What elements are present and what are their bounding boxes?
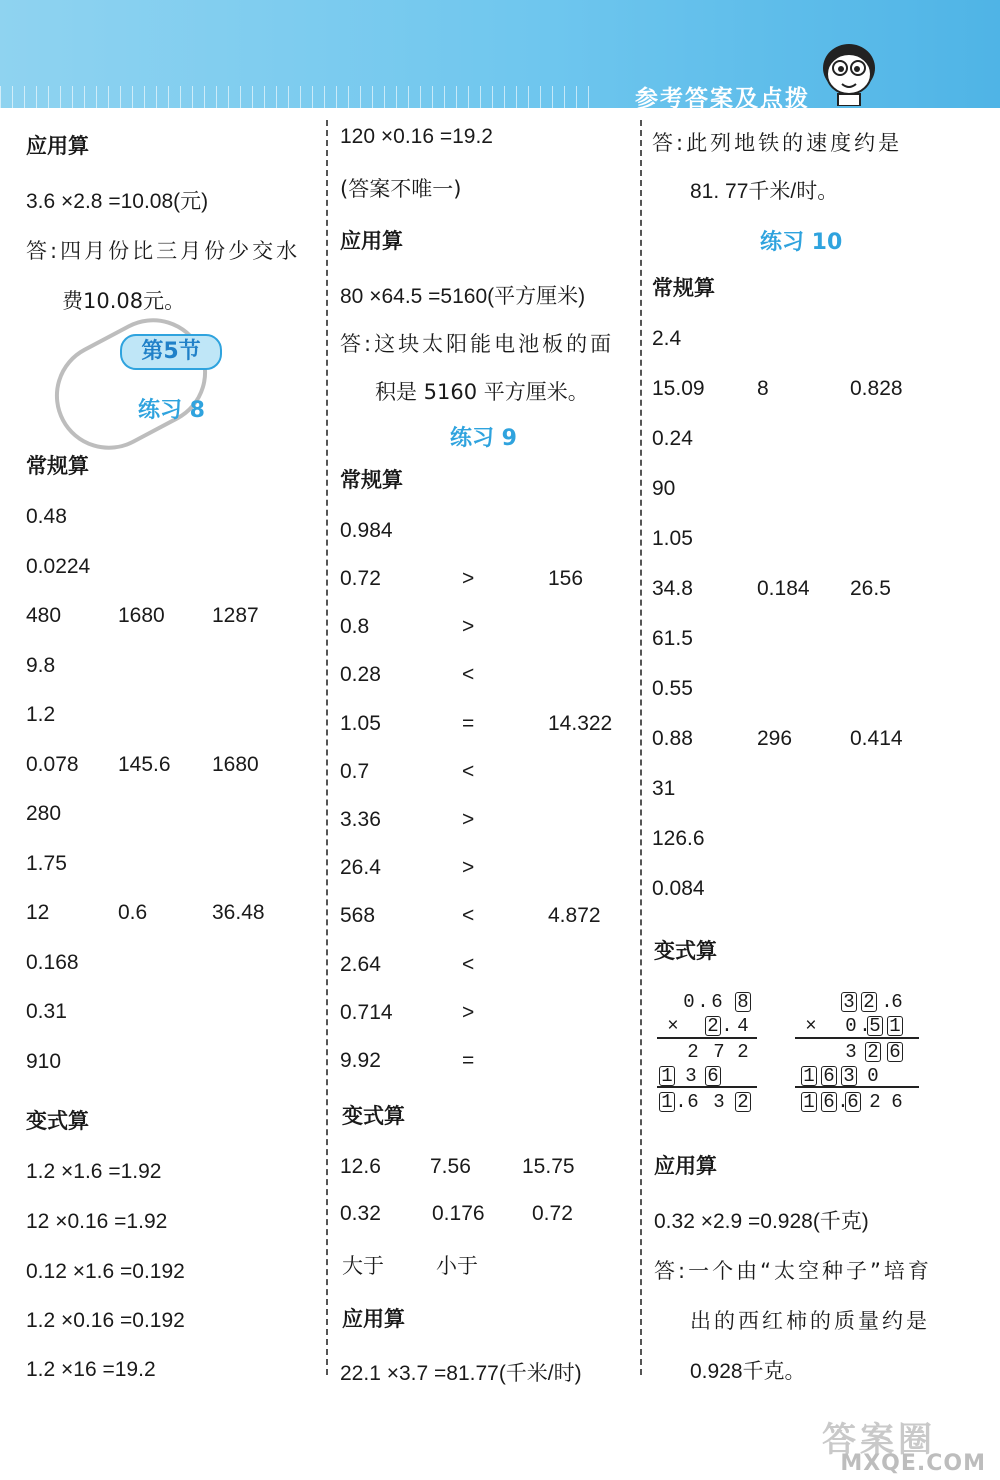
calc-digit: 2 <box>869 1091 881 1113</box>
answer-value: 9.92 <box>340 1049 381 1072</box>
answer-value: 1.2 <box>26 703 56 726</box>
answer-line: 答:四月份比三月份少交水 <box>26 239 301 263</box>
boxed-digit: 1 <box>887 1016 903 1036</box>
answer-value: 7.56 <box>430 1155 471 1178</box>
answer-value: 15.75 <box>522 1155 575 1178</box>
vertical-multiplication <box>655 990 765 1115</box>
answer-value: 3.36 <box>340 808 381 831</box>
answer-value: 34.8 <box>652 577 693 600</box>
vertical-multiplication <box>795 990 925 1115</box>
answer-value: 8 <box>757 377 769 400</box>
answer-line: 出的西红柿的质量约是 <box>690 1309 930 1333</box>
answer-value: 36.48 <box>212 901 265 924</box>
answer-value: 1.75 <box>26 851 67 875</box>
heading-application: 应用算 <box>342 1307 405 1331</box>
answer-value: 0.414 <box>850 727 903 750</box>
exercise-title: 练习 10 <box>760 230 843 255</box>
answer-value: 0.078 <box>26 752 79 776</box>
answer-line: 答:此列地铁的速度约是 <box>652 131 903 155</box>
answer-value: 0.176 <box>432 1202 485 1225</box>
comparison-sign: < <box>462 904 475 928</box>
answer-value: 280 <box>26 802 62 825</box>
answer-value: 0.984 <box>340 519 393 542</box>
answer-value: 0.28 <box>340 663 381 687</box>
boxed-digit: 2 <box>865 1042 881 1062</box>
comparison-sign: = <box>462 711 475 735</box>
boxed-digit: 2 <box>705 1016 721 1036</box>
heading-application: 应用算 <box>654 1154 717 1178</box>
ruler-decoration <box>0 86 600 108</box>
answer-value: 0.168 <box>26 950 79 974</box>
calc-digit: 6 <box>891 991 903 1013</box>
answer-value: 156 <box>548 567 584 590</box>
answer-line: 答:一个由“太空种子”培育 <box>654 1259 932 1283</box>
answer-value: 12.6 <box>340 1155 381 1178</box>
answer-line: 答:这块太阳能电池板的面 <box>340 332 615 356</box>
answer-value: 296 <box>757 727 793 750</box>
watermark-logo: 答案圈 <box>822 1420 936 1460</box>
boxed-digit: 6 <box>705 1066 721 1086</box>
answer-value: 0.184 <box>757 577 810 600</box>
heading-application: 应用算 <box>340 229 403 253</box>
boxed-digit: 5 <box>867 1016 883 1036</box>
answer-value: 0.24 <box>652 427 693 450</box>
heading-routine: 常规算 <box>26 454 89 478</box>
calc-digit: 6 <box>891 1091 903 1113</box>
boxed-digit: 3 <box>841 992 857 1012</box>
calc-digit: 6 <box>711 991 723 1013</box>
boxed-digit: 3 <box>841 1066 857 1086</box>
boxed-digit: 2 <box>861 992 877 1012</box>
calc-digit: 0 <box>683 991 695 1013</box>
boxed-digit: 6 <box>821 1066 837 1086</box>
calc-digit: 0 <box>845 1015 857 1037</box>
equation: 0.12 ×1.6 =0.192 <box>26 1260 185 1283</box>
answer-value: 0.88 <box>652 727 693 750</box>
answer-value: 0.714 <box>340 1000 393 1024</box>
equation: 3.6 ×2.8 =10.08(元) <box>26 190 209 213</box>
answer-value: 4.872 <box>548 904 601 928</box>
boxed-digit: 6 <box>845 1092 861 1112</box>
answer-value: 31 <box>652 777 676 800</box>
answer-value: 126.6 <box>652 827 705 850</box>
equation: 1.2 ×16 =19.2 <box>26 1358 156 1381</box>
answer-value: 480 <box>26 604 62 627</box>
boxed-digit: 2 <box>735 1092 751 1112</box>
column-divider <box>326 120 328 1375</box>
calc-digit: 3 <box>713 1091 725 1113</box>
answer-value: 大于 <box>342 1254 384 1278</box>
calc-digit: 2 <box>687 1041 699 1063</box>
answer-value: 0.32 <box>340 1202 381 1225</box>
watermark-url: MXQE.COM <box>840 1451 986 1476</box>
boxed-digit: 6 <box>821 1092 837 1112</box>
heading-routine: 常规算 <box>652 276 715 300</box>
answer-value: 0.72 <box>532 1202 573 1225</box>
comparison-sign: > <box>462 856 475 880</box>
answer-value: 1.05 <box>340 711 381 735</box>
boxed-digit: 6 <box>887 1042 903 1062</box>
mascot-icon <box>818 38 880 106</box>
header-banner <box>0 0 1000 112</box>
answer-value: 910 <box>26 1049 62 1073</box>
answer-value: 0.0224 <box>26 554 91 578</box>
heading-variant: 变式算 <box>26 1109 89 1133</box>
answer-value: 2.4 <box>652 327 682 350</box>
answer-value: 0.31 <box>26 1000 67 1023</box>
calc-digit: × <box>667 1015 679 1037</box>
boxed-digit: 1 <box>801 1092 817 1112</box>
section-badge: 第5节 <box>120 334 222 370</box>
calc-digit: 7 <box>713 1041 725 1063</box>
boxed-digit: 1 <box>659 1092 675 1112</box>
answer-value: 2.64 <box>340 952 381 976</box>
answer-value: 26.4 <box>340 856 381 880</box>
comparison-sign: < <box>462 663 475 687</box>
calc-digit: . <box>837 1091 849 1113</box>
equation: 0.32 ×2.9 =0.928(千克) <box>654 1210 869 1233</box>
answer-line: 费10.08元。 <box>62 289 186 313</box>
answer-value: 1.05 <box>652 527 693 550</box>
comparison-sign: < <box>462 952 475 976</box>
answer-value: 12 <box>26 901 50 924</box>
boxed-digit: 1 <box>659 1066 675 1086</box>
answer-line: 积是 5160 平方厘米。 <box>375 380 589 404</box>
calc-digit: 2 <box>737 1041 749 1063</box>
answer-value: 1287 <box>212 604 259 627</box>
calc-digit: 3 <box>685 1065 697 1087</box>
answer-value: 0.48 <box>26 505 67 528</box>
calc-digit: 0 <box>867 1065 879 1087</box>
exercise-title: 练习 9 <box>450 426 517 451</box>
answer-value: 0.72 <box>340 567 381 590</box>
calc-digit: 4 <box>737 1015 749 1037</box>
answer-line: 81. 77千米/时。 <box>690 180 839 203</box>
heading-application: 应用算 <box>26 134 89 158</box>
calc-digit: 3 <box>845 1041 857 1063</box>
heading-variant: 变式算 <box>654 939 717 963</box>
answer-value: 26.5 <box>850 577 891 600</box>
boxed-digit: 8 <box>735 992 751 1012</box>
equation: 22.1 ×3.7 =81.77(千米/时) <box>340 1362 582 1385</box>
calc-digit: . <box>859 1015 871 1037</box>
equation: 1.2 ×0.16 =0.192 <box>26 1309 185 1332</box>
answer-value: 0.8 <box>340 615 370 639</box>
calc-rule <box>795 1037 919 1039</box>
calc-digit: . <box>721 1015 733 1037</box>
answer-value: 0.828 <box>850 377 903 400</box>
answer-line: 0.928千克。 <box>690 1360 806 1383</box>
answer-value: 14.322 <box>548 711 613 735</box>
comparison-sign: > <box>462 1000 475 1024</box>
exercise-title: 练习 8 <box>138 398 205 423</box>
answer-value: 1680 <box>212 752 259 776</box>
heading-routine: 常规算 <box>340 468 403 492</box>
equation: 80 ×64.5 =5160(平方厘米) <box>340 285 586 308</box>
note: (答案不唯一) <box>340 177 462 201</box>
answer-value: 0.084 <box>652 877 705 900</box>
answer-value: 145.6 <box>118 752 171 776</box>
comparison-sign: < <box>462 759 475 783</box>
header-title: 参考答案及点拨 <box>635 86 810 112</box>
calc-digit: × <box>805 1015 817 1037</box>
answer-value: 61.5 <box>652 627 693 650</box>
calc-digit: 6 <box>687 1091 699 1113</box>
answer-value: 90 <box>652 477 676 500</box>
answer-value: 小于 <box>436 1254 478 1278</box>
comparison-sign: > <box>462 615 475 639</box>
equation: 120 ×0.16 =19.2 <box>340 125 493 148</box>
comparison-sign: = <box>462 1049 475 1072</box>
calc-digit: . <box>675 1091 687 1113</box>
answer-value: 0.7 <box>340 759 370 783</box>
comparison-sign: > <box>462 808 475 831</box>
calc-digit: . <box>697 991 709 1013</box>
answer-value: 1680 <box>118 604 165 627</box>
calc-rule <box>657 1037 757 1039</box>
answer-value: 568 <box>340 904 376 928</box>
equation: 1.2 ×1.6 =1.92 <box>26 1160 162 1183</box>
calc-digit: . <box>881 991 893 1013</box>
heading-variant: 变式算 <box>342 1104 405 1128</box>
answer-value: 0.55 <box>652 677 693 700</box>
answer-value: 9.8 <box>26 653 56 677</box>
comparison-sign: > <box>462 567 475 590</box>
answer-value: 15.09 <box>652 377 705 400</box>
equation: 12 ×0.16 =1.92 <box>26 1210 168 1233</box>
boxed-digit: 1 <box>801 1066 817 1086</box>
column-divider <box>640 120 642 1375</box>
answer-value: 0.6 <box>118 901 148 924</box>
decorative-oval <box>36 299 226 469</box>
